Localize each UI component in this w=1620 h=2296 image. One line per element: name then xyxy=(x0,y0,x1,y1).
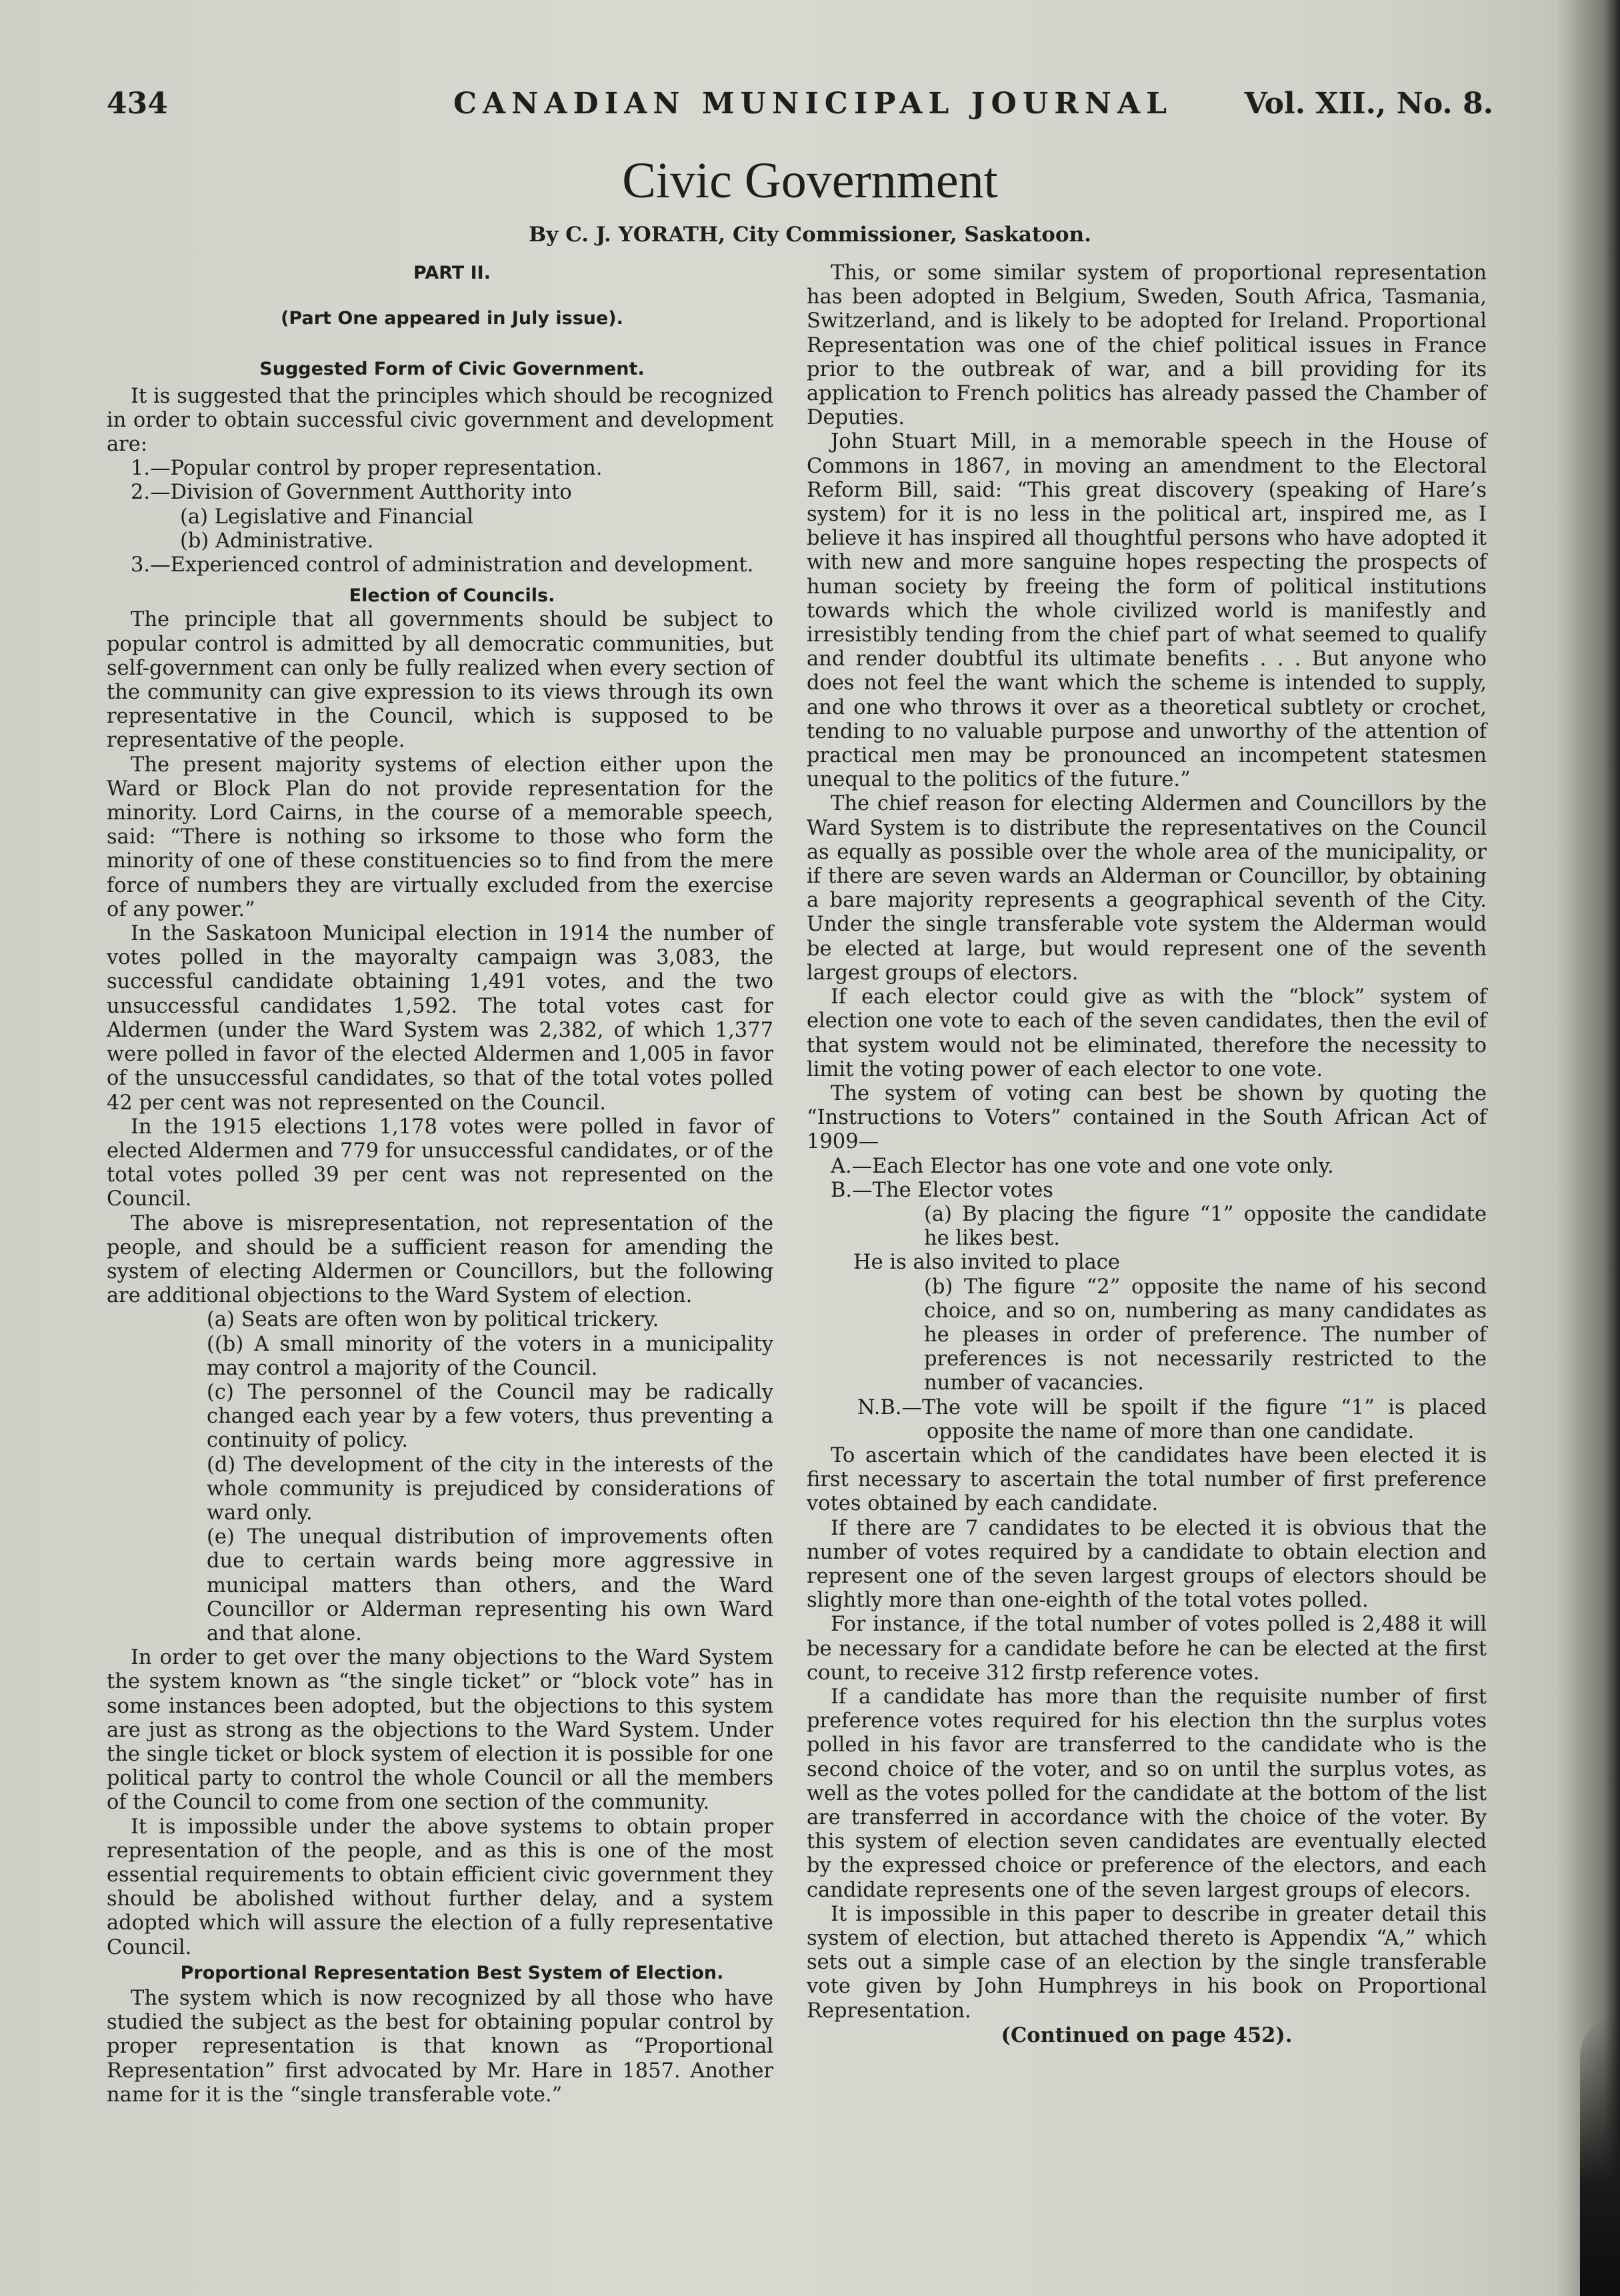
journal-title: CANADIAN MUNICIPAL JOURNAL xyxy=(453,87,1173,121)
paragraph: The above is misrepresentation, not representation of the people, and should be a sufficient reason for amending the system of electing Aldermen or Councillors, but the following are additional objections to the Ward System of election. xyxy=(107,1211,773,1308)
article-byline: By C. J. YORATH, City Commissioner, Saskatoon. xyxy=(529,223,1091,247)
objection-item: (d) The development of the city in the interests of the whole community is prejudiced by considerations of ward only. xyxy=(207,1453,773,1525)
instruction-note: N.B.—The vote will be spoilt if the figure “1” is placed opposite the name of more than one candidate. xyxy=(857,1395,1487,1443)
paragraph: It is impossible under the above systems to obtain proper representation of the people, and as this is one of the most essential requirements to obtain efficient civic government they should be abolished without further delay, and a system adopted which will assure the election of a fully representative Council. xyxy=(107,1815,773,1959)
section-heading-suggested-form: Suggested Form of Civic Government. xyxy=(259,359,645,380)
part-note: (Part One appeared in July issue). xyxy=(281,308,623,329)
article-title: Civic Government xyxy=(622,153,998,209)
objection-item: (c) The personnel of the Council may be radically changed each year by a few voters, thus preventing a continuity of policy. xyxy=(207,1380,773,1453)
instruction-item: B.—The Elector votes xyxy=(831,1178,1053,1202)
continued-note: (Continued on page 452). xyxy=(1001,2023,1293,2047)
paragraph: John Stuart Mill, in a memorable speech in the House of Commons in 1867, in moving an amendment to the Electoral Reform Bill, said: “This great discovery (speaking of Hare’s system) for it is no less in the political art, inspired me, as I believe it has inspired all thoughtful persons who have adopted it with new and more sanguine hopes respecting the prospects of human society by freeing the form of political institutions towards which the whole civilized world is manifestly and irresistibly tending from the chief part of what seemed to qualify and render doubtful its ultimate benefits . . . But anyone who does not feel the want which the scheme is intended to supply, and one who throws it over as a theoretical subtlety or crochet, tending to no valuable purpose and unworthy of the attention of practical men may be pronounced an incompetent statesmen unequal to the politics of the future.” xyxy=(807,430,1487,792)
paragraph: The system of voting can best be shown by quoting the “Instructions to Voters” contained in the South African Act of 1909— xyxy=(807,1081,1487,1154)
objection-item: ((b) A small minority of the voters in a municipality may control a majority of the Council. xyxy=(207,1332,773,1380)
list-item: (a) Legislative and Financial xyxy=(180,505,474,529)
instruction-item: He is also invited to place xyxy=(853,1251,1120,1275)
part-heading: PART II. xyxy=(413,263,491,283)
paragraph: The chief reason for electing Aldermen and Councillors by the Ward System is to distribute the representatives on the Council as equally as possible over the whole area of the municipality, or if there are seven wards an Alderman or Councillor, by obtaining a bare majority represents a geographical seventh of the City. Under the single transferable vote system the Alderman would be elected at large, but would represent one of the seventh largest groups of electors. xyxy=(807,792,1487,985)
paragraph: The present majority systems of election either upon the Ward or Block Plan do not provide representation for the minority. Lord Cairns, in the course of a memorable speech, said: “There is nothing so irksome to those who form the minority of one of these constituencies so to find from the mere force of numbers they are virtually excluded from the exercise of any power.” xyxy=(107,753,773,921)
objection-item: (e) The unequal distribution of improvements often due to certain wards being more aggressive in municipal matters than others, and the Ward Councillor or Alderman representing his own Ward and that alone. xyxy=(207,1525,773,1645)
list-item: 1.—Popular control by proper representation. xyxy=(131,457,603,481)
list-item: 2.—Division of Government Autthority into xyxy=(131,481,572,505)
paragraph: In the Saskatoon Municipal election in 1914 the number of votes polled in the mayoralty campaign was 3,083, the successful candidate obtaining 1,491 votes, and the two unsuccessful candidates 1,592. The total votes cast for Aldermen (under the Ward System was 2,382, of which 1,377 were polled in favor of the elected Aldermen and 1,005 in favor of the unsuccessful candidates, so that of the total votes polled 42 per cent was not represented on the Council. xyxy=(107,922,773,1115)
page-number: 434 xyxy=(107,87,168,121)
instruction-item: A.—Each Elector has one vote and one vote only. xyxy=(831,1154,1334,1178)
paragraph: This, or some similar system of proportional representation has been adopted in Belgium, Sweden, South Africa, Tasmania, Switzerland, and is likely to be adopted for Ireland. Proportional Representation was one of the chief political issues in France prior to the outbreak of war, and a bill providing for its application to French politics has already passed the Chamber of Deputies. xyxy=(807,261,1487,430)
paragraph: If there are 7 candidates to be elected it is obvious that the number of votes required by a candidate to obtain election and represent one of the seven largest groups of electors should be slightly more than one-eighth of the total votes polled. xyxy=(807,1516,1487,1613)
running-header xyxy=(107,87,1493,140)
paragraph: The principle that all governments should be subject to popular control is admitted by all democratic communities, but self-government can only be fully realized when every section of the community can give expression to its views through its own representative in the Council, which is supposed to be representative of the people. xyxy=(107,608,773,753)
paragraph: If a candidate has more than the requisite number of first preference votes required for his election thn the surplus votes polled in his favor are transferred to the candidate who is the second choice of the voter, and so on until the surplus votes, as well as the votes polled for the candidate at the bottom of the list are transferred in accordance with the choice of the voter. By this system of election seven candidates are eventually elected by the expressed choice or preference of the electors, and each candidate represents one of the seven largest groups of elecors. xyxy=(807,1685,1487,1902)
page-curl-shadow xyxy=(1580,2016,1620,2296)
paragraph: For instance, if the total number of votes polled is 2,488 it will be necessary for a candidate before he can be elected at the first count, to receive 312 firstp reference votes. xyxy=(807,1613,1487,1685)
paragraph: In the 1915 elections 1,178 votes were polled in favor of elected Aldermen and 779 for unsuccessful candidates, or of the total votes polled 39 per cent was not represented on the Council. xyxy=(107,1115,773,1211)
objections-list xyxy=(107,1308,773,1646)
instruction-item: (b) The figure “2” opposite the name of his second choice, and so on, numbering as many candidates as he pleases in order of preference. The number of preferences is not necessarily restricted to the number of vacancies. xyxy=(924,1275,1487,1395)
left-column xyxy=(107,261,773,2107)
section-heading-election-of-councils: Election of Councils. xyxy=(349,585,555,607)
paragraph: It is suggested that the principles which should be recognized in order to obtain successful civic government and development are: xyxy=(107,384,773,457)
section-heading-proportional-representation: Proportional Representation Best System of Election. xyxy=(180,1962,724,1983)
objection-item: (a) Seats are often won by political trickery. xyxy=(207,1308,659,1332)
list-item: 3.—Experienced control of administration and development. xyxy=(131,553,754,577)
paragraph: The system which is now recognized by all those who have studied the subject as the best for obtaining popular control by proper representation is that known as “Proportional Representation” first advocated by Mr. Hare in 1857. Another name for it is the “single transferable vote.” xyxy=(107,1987,773,2107)
volume-number: Vol. XII., No. 8. xyxy=(1244,87,1493,121)
instruction-item: (a) By placing the figure “1” opposite the candidate he likes best. xyxy=(924,1202,1487,1251)
paragraph: It is impossible in this paper to describe in greater detail this system of election, but attached thereto is Appendix “A,” which sets out a simple case of an election by the single transferable vote given by John Humphreys in his book on Proportional Representation. xyxy=(807,1902,1487,2023)
paragraph: To ascertain which of the candidates have been elected it is first necessary to ascertain the total number of first preference votes obtained by each candidate. xyxy=(807,1443,1487,1516)
paragraph: If each elector could give as with the “block” system of election one vote to each of the seven candidates, then the evil of that system would not be eliminated, therefore the necessity to limit the voting power of each elector to one vote. xyxy=(807,985,1487,1081)
paragraph: In order to get over the many objections to the Ward System the system known as “the single ticket” or “block vote” has in some instances been adopted, but the objections to this system are just as strong as the objections to the Ward System. Under the single ticket or block system of election it is possible for one political party to control the whole Council or all the members of the Council to come from one section of the community. xyxy=(107,1646,773,1815)
right-column xyxy=(807,261,1487,2047)
list-item: (b) Administrative. xyxy=(180,529,374,553)
